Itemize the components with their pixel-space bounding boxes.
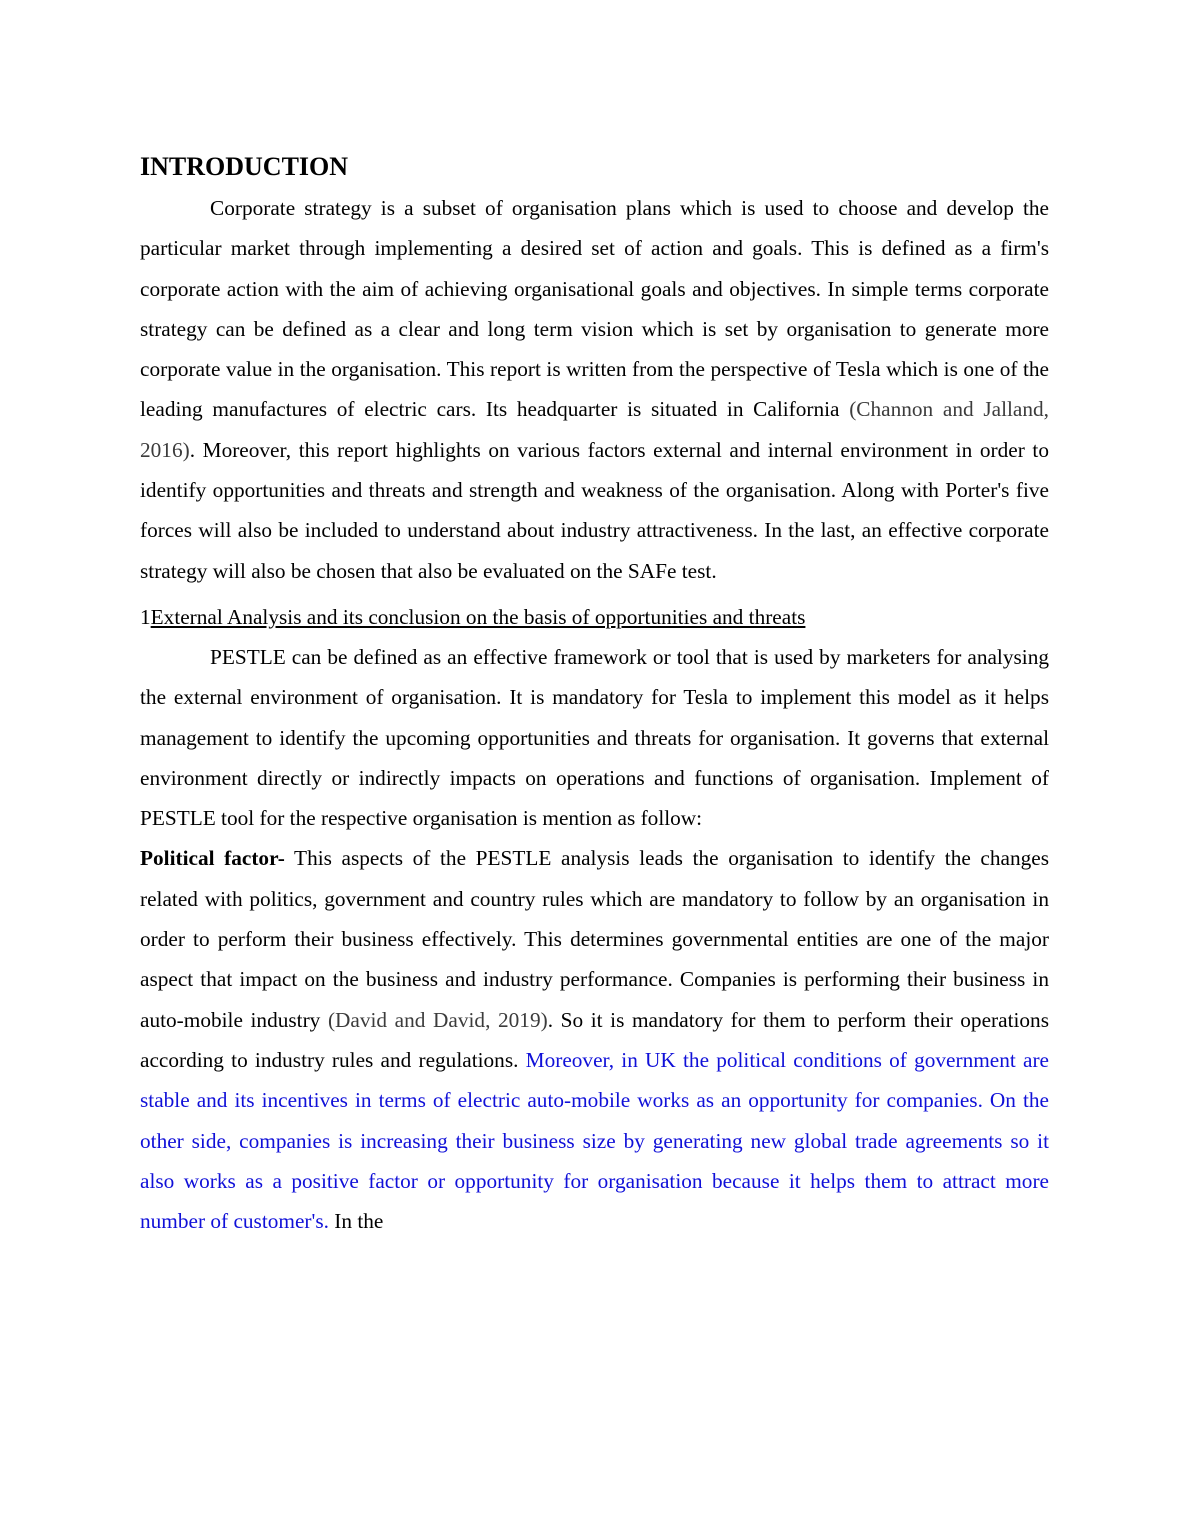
political-citation: (David and David, 2019) bbox=[327, 1007, 548, 1032]
political-trailing-text: In the bbox=[328, 1209, 384, 1234]
introduction-heading: INTRODUCTION bbox=[140, 152, 349, 181]
section-1-title bbox=[140, 597, 1049, 637]
political-text-part2: . So it is mandatory for them to perform their operations according to industry rules and regulations. bbox=[140, 1007, 1049, 1072]
political-factor-paragraph bbox=[140, 838, 1049, 1241]
document-page bbox=[140, 150, 1049, 1241]
section-1-title-text: External Analysis and its conclusion on the basis of opportunities and threats bbox=[150, 604, 806, 629]
pestle-paragraph: PESTLE can be defined as an effective framework or tool that is used by marketers for analysing the external environment of organisation. It is mandatory for Tesla to implement this model as it helps management to identify the upcoming opportunities and threats for organisation. It governs that external environment directly or indirectly impacts on operations and functions of organisation. Implement of PESTLE tool for the respective organisation is mention as follow: bbox=[140, 644, 1049, 831]
political-text-part1: This aspects of the PESTLE analysis leads the organisation to identify the changes related with politics, government and country rules which are mandatory to follow by an organisation in order to perform their business effectively. This determines governmental entities are one of the major aspect that impact on the business and industry performance. Companies is performing their business in auto-mobile industry bbox=[140, 846, 1050, 1032]
introduction-paragraph bbox=[140, 188, 1049, 591]
intro-citation: (Channon and Jalland, 2016) bbox=[140, 397, 1049, 462]
political-factor-label: Political factor- bbox=[140, 846, 285, 871]
intro-text-part2: . Moreover, this report highlights on various factors external and internal environment in order to identify opportunities and threats and strength and weakness of the organisation. Along with Porter's five forces will also be included to understand about industry attractiveness. In the last, an effective corporate strategy will also be chosen that also be evaluated on the SAFe test. bbox=[140, 437, 1049, 583]
section-1-number: 1 bbox=[140, 604, 151, 629]
intro-text-part1: Corporate strategy is a subset of organisation plans which is used to choose and develop the particular market through implementing a desired set of action and goals. This is defined as a firm's corporate action with the aim of achieving organisational goals and objectives. In simple terms corporate strategy can be defined as a clear and long term vision which is set by organisation to generate more corporate value in the organisation. This report is written from the perspective of Tesla which is one of the leading manufactures of electric cars. Its headquarter is situated in California bbox=[140, 196, 1049, 422]
political-highlighted-text: Moreover, in UK the political conditions of government are stable and its incentives in terms of electric auto-mobile works as an opportunity for companies. On the other side, companies is increasing their business size by generating new global trade agreements so it also works as a positive factor or opportunity for organisation because it helps them to attract more number of customer's. bbox=[140, 1047, 1049, 1234]
